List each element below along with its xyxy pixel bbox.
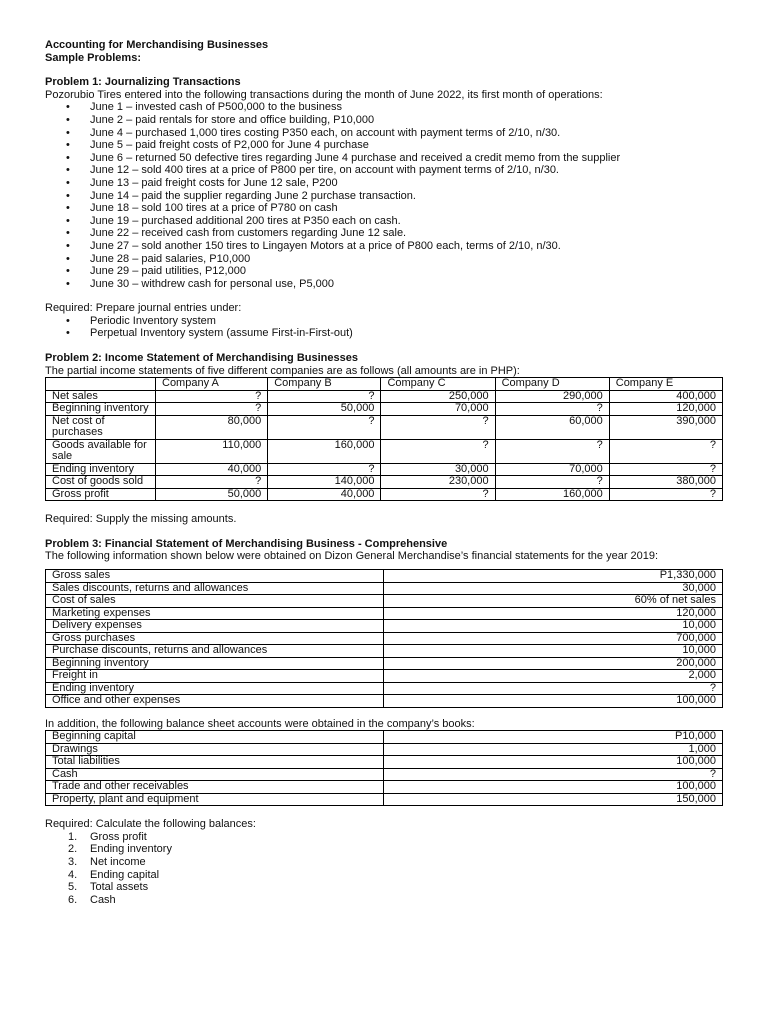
list-number: 1. xyxy=(68,830,78,843)
table-cell: ? xyxy=(384,768,723,781)
table-cell: 150,000 xyxy=(384,793,723,806)
table-cell: P10,000 xyxy=(384,731,723,744)
table-header-cell: Company E xyxy=(609,378,722,391)
table-cell: ? xyxy=(156,390,268,403)
row-label: Ending inventory xyxy=(46,682,384,695)
row-label: Beginning inventory xyxy=(46,657,384,670)
table-row xyxy=(46,645,723,658)
table-row xyxy=(46,731,723,744)
row-label: Cost of sales xyxy=(46,595,384,608)
list-item: • Periodic Inventory system xyxy=(90,315,723,328)
document-page xyxy=(45,39,723,906)
problem2-heading: Problem 2: Income Statement of Merchandising Businesses xyxy=(45,352,358,365)
table-cell: 2,000 xyxy=(384,670,723,683)
table-row xyxy=(46,582,723,595)
row-label: Gross purchases xyxy=(46,632,384,645)
list-item xyxy=(68,893,723,907)
table-cell: ? xyxy=(609,488,722,501)
table-cell: 50,000 xyxy=(156,488,268,501)
table-cell: 100,000 xyxy=(384,781,723,794)
problem1-required: Required: Prepare journal entries under: xyxy=(45,302,242,315)
list-item: • June 1 – invested cash of P500,000 to the business xyxy=(90,101,723,114)
list-item: • June 5 – paid freight costs of P2,000 for June 4 purchase xyxy=(90,139,723,152)
list-item: • June 4 – purchased 1,000 tires costing P350 each, on account with payment terms of 2/10, n/30. xyxy=(90,127,723,140)
row-label: Freight in xyxy=(46,670,384,683)
problem3-intro: The following information shown below were obtained on Dizon General Merchandise’s financial statements for the year 2019: xyxy=(45,550,659,563)
problem3-balances-list xyxy=(45,831,723,907)
table-cell: 30,000 xyxy=(381,463,495,476)
table-cell: 380,000 xyxy=(609,476,722,489)
table-cell: 230,000 xyxy=(381,476,495,489)
list-item xyxy=(68,868,723,882)
table-cell: 700,000 xyxy=(384,632,723,645)
row-label: Purchase discounts, returns and allowances xyxy=(46,645,384,658)
list-number: 4. xyxy=(68,868,78,881)
list-item: • June 30 – withdrew cash for personal use, P5,000 xyxy=(90,278,723,291)
list-item-label: Cash xyxy=(90,893,116,906)
table-cell: 160,000 xyxy=(268,439,381,463)
list-item: • June 6 – returned 50 defective tires regarding June 4 purchase and received a credit memo from the supplier xyxy=(90,152,723,165)
row-label: Net cost of purchases xyxy=(46,415,156,439)
table-cell: 1,000 xyxy=(384,743,723,756)
table-row xyxy=(46,793,723,806)
list-number: 2. xyxy=(68,843,78,856)
list-item: • June 19 – purchased additional 200 tires at P350 each on cash. xyxy=(90,215,723,228)
list-number: 6. xyxy=(68,893,78,906)
table-row xyxy=(46,607,723,620)
row-label: Gross profit xyxy=(46,488,156,501)
table-cell: ? xyxy=(495,476,609,489)
table-cell: ? xyxy=(381,488,495,501)
table-header-cell: Company C xyxy=(381,378,495,391)
table-row xyxy=(46,570,723,583)
list-item: • June 28 – paid salaries, P10,000 xyxy=(90,253,723,266)
table-cell: 30,000 xyxy=(384,582,723,595)
list-number: 3. xyxy=(68,855,78,868)
row-label: Cash xyxy=(46,768,384,781)
table-cell: 70,000 xyxy=(381,403,495,416)
table-header-cell: Company D xyxy=(495,378,609,391)
table-cell: 400,000 xyxy=(609,390,722,403)
table-row xyxy=(46,620,723,633)
table-header-cell: Company B xyxy=(268,378,381,391)
table-cell: 110,000 xyxy=(156,439,268,463)
list-item: • June 12 – sold 400 tires at a price of P800 per tire, on account with payment terms of 2/10, n/30. xyxy=(90,164,723,177)
problem1-intro: Pozorubio Tires entered into the following transactions during the month of June 2022, its first month of operations: xyxy=(45,88,603,101)
row-label: Sales discounts, returns and allowances xyxy=(46,582,384,595)
list-item-label: Ending inventory xyxy=(90,843,172,856)
list-item xyxy=(68,881,723,894)
row-label: Marketing expenses xyxy=(46,607,384,620)
table-cell: ? xyxy=(384,682,723,695)
table-cell: ? xyxy=(609,439,722,463)
list-item-label: Gross profit xyxy=(90,830,147,843)
table-cell: 70,000 xyxy=(495,463,609,476)
table-cell: 60,000 xyxy=(495,415,609,439)
table-cell: 120,000 xyxy=(609,403,722,416)
row-label: Drawings xyxy=(46,743,384,756)
row-label: Delivery expenses xyxy=(46,620,384,633)
table-cell: 140,000 xyxy=(268,476,381,489)
problem3-balance-table xyxy=(45,730,723,806)
list-item: • June 22 – received cash from customers regarding June 12 sale. xyxy=(90,227,723,240)
row-label: Trade and other receivables xyxy=(46,781,384,794)
table-cell: ? xyxy=(495,439,609,463)
document-title: Accounting for Merchandising Businesses xyxy=(45,39,269,51)
table-cell: 290,000 xyxy=(495,390,609,403)
table-row xyxy=(46,743,723,756)
table-cell: 50,000 xyxy=(268,403,381,416)
list-number: 5. xyxy=(68,881,78,894)
table-cell: ? xyxy=(156,476,268,489)
table-row xyxy=(46,488,723,501)
list-item: • June 18 – sold 100 tires at a price of P780 on cash xyxy=(90,202,723,215)
list-item: • Perpetual Inventory system (assume First-in-First-out) xyxy=(90,327,723,340)
row-label: Total liabilities xyxy=(46,756,384,769)
table-cell: ? xyxy=(381,415,495,439)
row-label: Beginning inventory xyxy=(46,403,156,416)
table-cell: ? xyxy=(609,463,722,476)
row-label: Beginning capital xyxy=(46,731,384,744)
table-cell: ? xyxy=(268,463,381,476)
table-cell: 390,000 xyxy=(609,415,722,439)
table-cell: ? xyxy=(156,403,268,416)
table-cell: ? xyxy=(268,415,381,439)
table-cell: 80,000 xyxy=(156,415,268,439)
table-cell: 100,000 xyxy=(384,756,723,769)
list-item-label: Ending capital xyxy=(90,868,160,881)
row-label: Gross sales xyxy=(46,570,384,583)
table-cell: 40,000 xyxy=(268,488,381,501)
problem3-heading: Problem 3: Financial Statement of Merchandising Business - Comprehensive xyxy=(45,537,448,550)
table-row xyxy=(46,463,723,476)
table-header-row xyxy=(46,378,723,391)
table-cell: 200,000 xyxy=(384,657,723,670)
table-row xyxy=(46,415,723,439)
table-cell: 100,000 xyxy=(384,695,723,708)
table-header-cell xyxy=(46,378,156,391)
table-row xyxy=(46,390,723,403)
list-item-label: Net income xyxy=(90,855,146,868)
table-cell: 10,000 xyxy=(384,620,723,633)
table-cell: 40,000 xyxy=(156,463,268,476)
list-item: • June 2 – paid rentals for store and office building, P10,000 xyxy=(90,114,723,127)
list-item xyxy=(68,855,723,869)
table-cell: 250,000 xyxy=(381,390,495,403)
table-cell: 160,000 xyxy=(495,488,609,501)
problem1-heading: Problem 1: Journalizing Transactions xyxy=(45,76,241,89)
list-item: • June 14 – paid the supplier regarding June 2 purchase transaction. xyxy=(90,190,723,203)
table-row xyxy=(46,439,723,463)
problem2-table xyxy=(45,377,723,501)
table-row xyxy=(46,695,723,708)
table-cell: ? xyxy=(268,390,381,403)
table-row xyxy=(46,670,723,683)
table-cell: 120,000 xyxy=(384,607,723,620)
table-row xyxy=(46,403,723,416)
table-row xyxy=(46,657,723,670)
row-label: Goods available for sale xyxy=(46,439,156,463)
problem3-income-table xyxy=(45,569,723,708)
list-item: • June 13 – paid freight costs for June 12 sale, P200 xyxy=(90,177,723,190)
list-item xyxy=(68,830,723,844)
list-item xyxy=(68,843,723,856)
table-cell: 10,000 xyxy=(384,645,723,658)
table-row xyxy=(46,632,723,645)
problem1-systems-list xyxy=(45,315,723,340)
row-label: Property, plant and equipment xyxy=(46,793,384,806)
table-header-cell: Company A xyxy=(156,378,268,391)
table-row xyxy=(46,781,723,794)
table-row xyxy=(46,756,723,769)
list-item-label: Total assets xyxy=(90,881,149,894)
problem1-transaction-list xyxy=(45,101,723,290)
problem3-required: Required: Calculate the following balances: xyxy=(45,818,256,831)
table-cell: ? xyxy=(381,439,495,463)
table-cell: 60% of net sales xyxy=(384,595,723,608)
row-label: Net sales xyxy=(46,390,156,403)
row-label: Office and other expenses xyxy=(46,695,384,708)
table-row xyxy=(46,682,723,695)
table-cell: P1,330,000 xyxy=(384,570,723,583)
problem3-balance-intro: In addition, the following balance sheet accounts were obtained in the company’s books: xyxy=(45,717,475,730)
problem2-intro: The partial income statements of five different companies are as follows (all amounts are in PHP): xyxy=(45,364,520,377)
problem2-required: Required: Supply the missing amounts. xyxy=(45,513,237,526)
table-cell: ? xyxy=(495,403,609,416)
row-label: Cost of goods sold xyxy=(46,476,156,489)
table-row xyxy=(46,768,723,781)
list-item: • June 29 – paid utilities, P12,000 xyxy=(90,265,723,278)
table-row xyxy=(46,476,723,489)
row-label: Ending inventory xyxy=(46,463,156,476)
list-item: • June 27 – sold another 150 tires to Lingayen Motors at a price of P800 each, terms of 2/10, n/30. xyxy=(90,240,723,253)
table-row xyxy=(46,595,723,608)
document-subtitle: Sample Problems: xyxy=(45,51,141,64)
